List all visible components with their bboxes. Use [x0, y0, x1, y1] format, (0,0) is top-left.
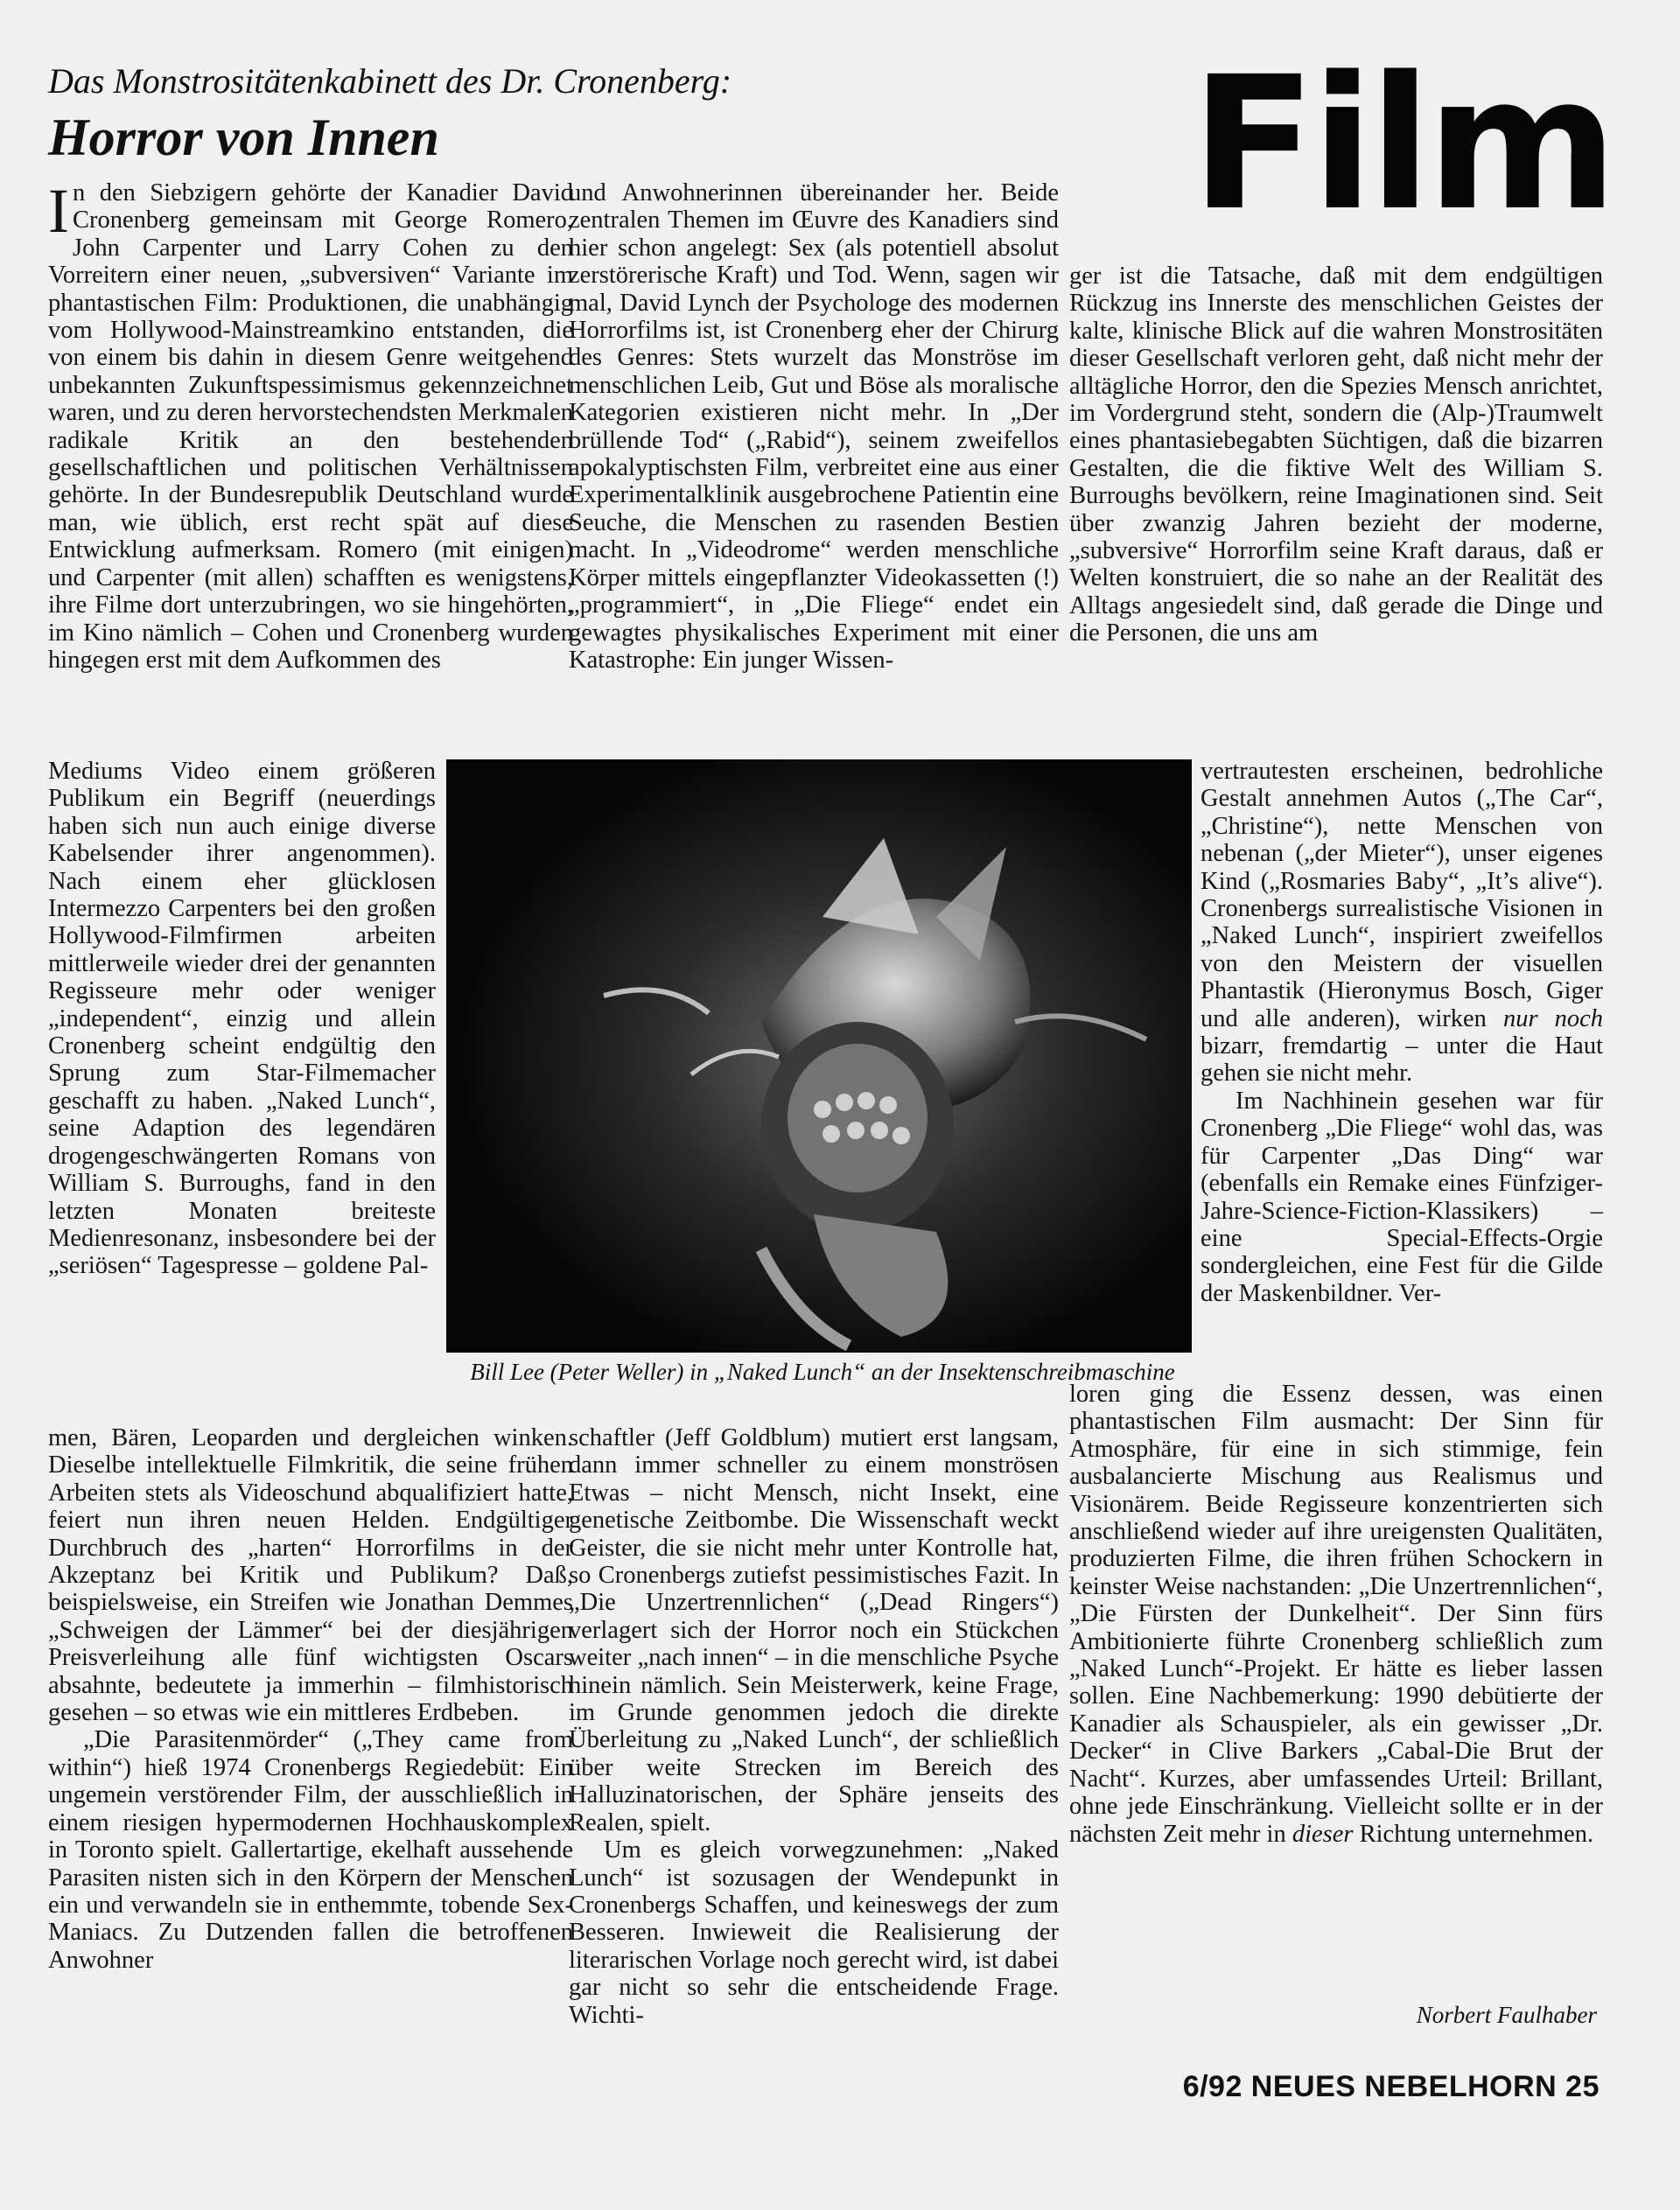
paragraph-text: schaftler (Jeff Goldblum) mutiert erst langsam, dann immer schneller zu einem monströsen Etwas – nicht Mensch, nicht Insekt, eine genetische Zeitbombe. Die Wissenschaft weckt Geister, die sie nicht mehr unter Kontrolle hat, so Cronenbergs zutiefst pessimistisches Fazit. In „Die Unzertrennlichen“ („Dead Ringers“) verlagert sich der Horror noch ein Stückchen weiter „nach innen“ – in die menschliche Psyche hinein nämlich. Sein Meisterwerk, keine Frage, im Grunde genommen jedoch die direkte Überleitung zu „Naked Lunch“, der schließlich über weite Strecken im Bereich des Halluzinatorischen, der Sphäre jenseits des Realen, spielt. — [569, 1424, 1059, 1836]
section-logo-film: Film — [1190, 37, 1614, 251]
article-column-3-top — [1069, 262, 1603, 752]
paragraph-text: Um es gleich vorwegzunehmen: „Naked Lunch“ ist sozusagen der Wendepunkt in Cronenbergs Schaffen, und keineswegs der zum Besseren. Inwieweit die Realisierung der literarischen Vorlage noch gerecht wird, ist dabei gar nicht so sehr die entscheidende Frage. Wichti- — [569, 1836, 1059, 2029]
article-column-1-top — [48, 176, 573, 757]
article-headline: Horror von Innen — [48, 108, 439, 166]
author-byline: Norbert Faulhaber — [1416, 2002, 1597, 2028]
paragraph-text — [1200, 758, 1603, 1088]
page-footer: 6/92 NEUES NEBELHORN 25 — [1182, 2070, 1600, 2103]
article-kicker: Das Monstrositätenkabinett des Dr. Cronenberg: — [48, 61, 732, 101]
emphasis: nur noch — [1502, 1004, 1603, 1032]
paragraph-text: „Die Parasitenmörder“ („They came from within“) hieß 1974 Cronenbergs Regiedebüt: Ein ungemein verstörender Film, der ausschließlich in einem riesigen hypermodernen Hochhauskomplex in Toronto spielt. Gallertartige, ekelhaft aussehende Parasiten nisten sich in den Körpern der Menschen ein und verwandeln sie in enthemmte, tobende Sex-Maniacs. Zu Dutzenden fallen die betroffenen Anwohner — [48, 1726, 573, 1974]
paragraph-text: Mediums Video einem größeren Publikum ein Begriff (neuerdings haben sich nun auch einige diverse Kabelsender ihrer angenommen). Nach einem eher glücklosen Intermezzo Carpenters bei den großen Hollywood-Filmfirmen arbeiten mittlerweile wieder drei der genannten Regisseure mehr oder weniger „independent“, einzig und allein Cronenberg scheint endgültig den Sprung zum Star-Filmemacher geschafft zu haben. „Naked Lunch“, seine Adaption des legendären drogengeschwängerten Romans von William S. Burroughs, fand in den letzten Monaten breiteste Medienresonanz, insbesondere bei der „seriösen“ Tagespresse – goldene Pal- — [48, 758, 436, 1280]
article-column-2-top — [569, 179, 1059, 757]
text-run: loren ging die Essenz dessen, was einen phantastischen Film ausmacht: Der Sinn für Atmosphäre, für eine in sich stimmige, fein ausbalancierte Mischung aus Realismus und Visionärem. Beide Regisseure konzentrierten sich anschließend wieder auf ihre ureigensten Qualitäten, produzierten Filme, die ihren frühen Schockern in keinster Weise nachstanden: „Die Unzertrennlichen“, „Die Fürsten der Dunkelheit“. Der Sinn fürs Ambitionierte führte Cronenberg schließlich zum „Naked Lunch“-Projekt. Er hätte es lieber lassen sollen. Eine Nachbemerkung: 1990 debütierte der Kanadier als Schauspieler, als ein gewisser „Dr. Decker“ in Clive Barkers „Cabal-Die Brut der Nacht“. Kurzes, aber umfassendes Urteil: Brillant, ohne jede Einschränkung. Vielleicht sollte er in der nächsten Zeit mehr in — [1069, 1381, 1603, 1848]
photo-caption: Bill Lee (Peter Weller) in „Naked Lunch“ an der Insektenschreibmaschine — [470, 1359, 1175, 1385]
article-column-1-bottom — [48, 1424, 573, 2051]
text-run: bizarr, fremdartig – unter die Haut gehen sie nicht mehr. — [1200, 1032, 1603, 1088]
paragraph-text: n den Siebzigern gehörte der Kanadier David Cronenberg gemeinsam mit George Romero, John Carpenter und Larry Cohen zu den Vorreitern einer neuen, „subversiven“ Variante im phantastischen Film: Produktionen, die unabhängig vom Hollywood-Mainstreamkino entstanden, die von einem bis dahin in diesem Genre weitgehend unbekannten Zukunftspessimismus gekennzeichnet waren, und zu deren hervorstechendsten Merkmalen radikale Kritik an den bestehenden gesellschaftlichen und politischen Verhältnissen gehörte. In der Bundesrepublik Deutschland wurde man, wie üblich, erst recht spät auf diese Entwicklung aufmerksam. Romero (mit einigen) und Carpenter (mit allen) schafften es wenigstens, ihre Filme dort unterzubringen, wo sie hingehörten, im Kino nämlich – Cohen und Cronenberg wurden hingegen erst mit dem Aufkommen des — [48, 179, 573, 674]
film-still-image — [446, 759, 1192, 1353]
paragraph-text — [1069, 1381, 1603, 1848]
paragraph-text: und Anwohnerinnen übereinander her. Beide zentralen Themen im Œuvre des Kanadiers sind hier schon angelegt: Sex (als potentiell absolut zerstörerische Kraft) und Tod. Wenn, sagen wir mal, David Lynch der Psychologe des modernen Horrorfilms ist, ist Cronenberg eher der Chirurg des Genres: Stets wurzelt das Monströse im menschlichen Leib, Gut und Böse als moralische Kategorien existieren nicht mehr. In „Der brüllende Tod“ („Rabid“), seinem zweifellos apokalyptischsten Film, verbreitet eine aus einer Experimentalklinik ausgebrochene Patientin eine Seuche, die Menschen zu rasenden Bestien macht. In „Videodrome“ werden menschliche Körper mittels eingepflanzter Videokassetten (!) „programmiert“, in „Die Fliege“ endet ein gewagtes physikalisches Experiment mit einer Katastrophe: Ein junger Wissen- — [569, 179, 1059, 674]
article-column-2-bottom — [569, 1424, 1059, 2051]
article-column-3-middle — [1200, 758, 1603, 1379]
emphasis: dieser — [1292, 1820, 1354, 1848]
text-run: Richtung unternehmen. — [1353, 1820, 1594, 1848]
article-column-3-bottom — [1069, 1381, 1603, 2007]
insect-typewriter-illustration — [446, 759, 1192, 1353]
drop-cap: I — [48, 176, 69, 246]
article-column-1-middle — [48, 758, 436, 1424]
paragraph-text: Im Nachhinein gesehen war für Cronenberg „Die Fliege“ wohl das, was für Carpenter „Das Ding“ war (ebenfalls ein Remake eines Fünfziger-Jahre-Science-Fiction-Klassikers) – eine Special-Effects-Orgie sondergleichen, eine Fest für die Gilde der Maskenbildner. Ver- — [1200, 1087, 1603, 1307]
text-run: vertrautesten erscheinen, bedrohliche Gestalt annehmen Autos („The Car“, „Christine“), nette Menschen von nebenan („der Mieter“), unser eigenes Kind („Rosmaries Baby“, „It’s alive“). Cronenbergs surrealistische Visionen in „Naked Lunch“, inspiriert zweifellos von den Meistern der visuellen Phantastik (Hieronymus Bosch, Giger und alle anderen), wirken — [1200, 758, 1603, 1032]
paragraph-text: men, Bären, Leoparden und dergleichen winken. Dieselbe intellektuelle Filmkritik, die seine frühen Arbeiten stets als Videoschund abqualifiziert hatte, feiert nun ihren neuen Helden. Endgültiger Durchbruch des „harten“ Horrorfilms in der Akzeptanz bei Kritik und Publikum? Daß, beispielsweise, ein Streifen wie Jonathan Demmes „Schweigen der Lämmer“ bei der diesjährigen Preisverleihung alle fünf wichtigsten Oscars absahnte, bedeutete ja immerhin – filmhistorisch gesehen – so etwas wie ein mittleres Erdbeben. — [48, 1424, 573, 1727]
paragraph-text: ger ist die Tatsache, daß mit dem endgültigen Rückzug ins Innerste des menschlichen Geistes der kalte, klinische Blick auf die wahren Monstrositäten dieser Gesellschaft verloren geht, daß nicht mehr der alltägliche Horror, den die Spezies Mensch anrichtet, im Vordergrund steht, sondern die (Alp-)Traumwelt eines phantasiebegabten Süchtigen, daß die bizarren Gestalten, die die fiktive Welt des William S. Burroughs bevölkern, reine Imaginationen sind. Seit über zwanzig Jahren bezieht der moderne, „subversive“ Horrorfilm seine Kraft daraus, daß er Welten konstruiert, die so nahe an der Realität des Alltags angesiedelt sind, daß gerade die Dinge und die Personen, die uns am — [1069, 262, 1603, 647]
